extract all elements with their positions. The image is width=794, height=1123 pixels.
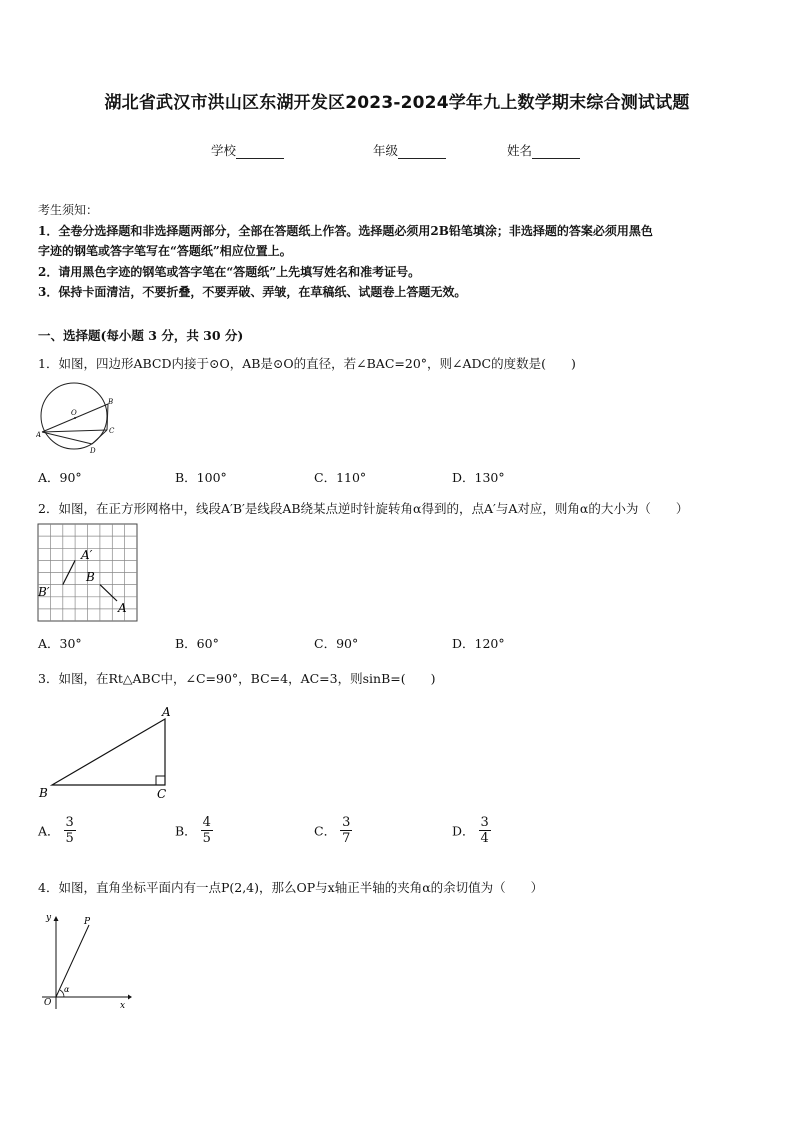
right-angle-mark — [156, 776, 165, 785]
exam-title: 湖北省武汉市洪山区东湖开发区2023-2024学年九上数学期末综合测试试题 — [104, 93, 690, 113]
fig1-label-c: C — [109, 427, 115, 435]
segment-cd — [92, 430, 107, 444]
q3-option-a[interactable] — [38, 815, 76, 846]
question-4-figure — [34, 907, 134, 1011]
center-dot — [74, 417, 76, 419]
grade-blank — [398, 145, 446, 159]
q2-option-c[interactable]: C．90° — [314, 636, 359, 651]
notice-item-2: 2．请用黑色字迹的钢笔或答字笔在“答题纸”上先填写姓名和准考证号。 — [38, 264, 421, 279]
segment-bc — [107, 404, 108, 430]
q3-option-b-fraction — [201, 815, 213, 846]
y-axis-arrow — [54, 916, 59, 921]
fig1-label-b: B — [108, 398, 114, 406]
fig3-label-b: B — [39, 786, 48, 800]
notice-block — [38, 200, 760, 303]
q1-option-b[interactable]: B．100° — [175, 470, 227, 485]
question-2-stem: 2．如图，在正方形网格中，线段A′B′是线段AB绕某点逆时针旋转角α得到的，点A′与A对应，则角α的大小为（ ） — [38, 501, 689, 516]
notice-item-3: 3．保持卡面清洁，不要折叠，不要弄破、弄皱，在草稿纸、试题卷上答题无效。 — [38, 285, 467, 299]
question-3-options — [38, 815, 738, 859]
q3-option-d-numerator: 3 — [480, 815, 489, 830]
fig1-label-o: O — [71, 409, 77, 417]
section-heading: 一、选择题(每小题 3 分，共 30 分) — [38, 328, 244, 343]
q2-option-b[interactable]: B．60° — [175, 636, 219, 651]
notice-item-1: 1．全卷分选择题和非选择题两部分，全部在答题纸上作答。选择题必须用2B铅笔填涂；非选择题的答案必须用黑色 — [38, 223, 653, 238]
fig2-label-b-prime: B′ — [38, 585, 50, 599]
q2-option-a[interactable]: A．30° — [38, 636, 82, 651]
q3-option-a-numerator: 3 — [65, 815, 74, 830]
fig1-label-a: A — [36, 431, 42, 439]
segment-ab — [100, 585, 117, 601]
question-3-stem: 3．如图，在Rt△ABC中，∠C=90°，BC=4，AC=3，则sinB=( ) — [38, 671, 436, 686]
fig2-label-b: B — [86, 570, 95, 584]
q1-option-c[interactable]: C．110° — [314, 470, 367, 485]
notice-heading: 考生须知： — [38, 203, 99, 217]
q3-option-d-letter: D． — [452, 823, 475, 839]
question-1-stem: 1．如图，四边形ABCD内接于⊙O，AB是⊙O的直径，若∠BAC=20°，则∠ADC的度数是( ) — [38, 356, 576, 371]
grade-label: 年级 — [373, 143, 399, 158]
name-label: 姓名 — [507, 143, 533, 158]
q3-option-c-letter: C． — [314, 823, 337, 839]
q3-option-c-denominator: 7 — [342, 831, 351, 846]
name-blank — [532, 145, 580, 159]
fig4-label-alpha: α — [64, 985, 70, 994]
fig3-label-a: A — [162, 705, 171, 719]
fig2-label-a: A — [118, 601, 127, 615]
fig4-label-x: x — [120, 1001, 126, 1011]
segment-ac — [42, 430, 107, 432]
q3-option-b-denominator: 5 — [202, 831, 211, 846]
fig4-label-p: P — [84, 917, 91, 927]
q1-option-a[interactable]: A．90° — [38, 470, 82, 485]
q3-option-c-numerator: 3 — [342, 815, 351, 830]
q3-option-a-fraction — [64, 815, 76, 846]
x-axis-arrow — [128, 995, 132, 1000]
school-field — [211, 141, 284, 159]
fig4-label-y: y — [46, 913, 52, 923]
notice-item-1-cont: 字迹的钢笔或答字笔写在“答题纸”相应位置上。 — [38, 244, 292, 258]
question-4-stem: 4．如图，直角坐标平面内有一点P(2,4)，那么OP与x轴正半轴的夹角α的余切值为（ ） — [38, 880, 544, 895]
q2-option-d[interactable]: D．120° — [452, 636, 505, 651]
fig4-label-o: O — [44, 998, 52, 1008]
q3-option-c-fraction — [340, 815, 352, 846]
q3-option-d-denominator: 4 — [480, 831, 489, 846]
question-1-figure — [36, 382, 118, 456]
q3-option-d-fraction — [479, 815, 491, 846]
q3-option-c[interactable] — [314, 815, 352, 846]
question-2-figure — [37, 523, 139, 623]
q3-option-d[interactable] — [452, 815, 491, 846]
fig1-label-d: D — [90, 447, 96, 455]
q3-option-b-letter: B． — [175, 823, 197, 839]
fig2-label-a-prime: A′ — [81, 548, 93, 562]
q3-option-a-letter: A． — [38, 823, 60, 839]
triangle-abc — [52, 719, 165, 785]
segment-op — [56, 925, 89, 997]
q3-option-b[interactable] — [175, 815, 213, 846]
q3-option-a-denominator: 5 — [65, 831, 74, 846]
fig3-label-c: C — [157, 787, 167, 801]
school-label: 学校 — [211, 143, 237, 158]
q3-option-b-numerator: 4 — [202, 815, 211, 830]
name-field — [507, 141, 580, 159]
q1-option-d[interactable]: D．130° — [452, 470, 505, 485]
question-3-figure — [36, 703, 176, 801]
school-blank — [236, 145, 284, 159]
grade-field — [373, 141, 446, 159]
